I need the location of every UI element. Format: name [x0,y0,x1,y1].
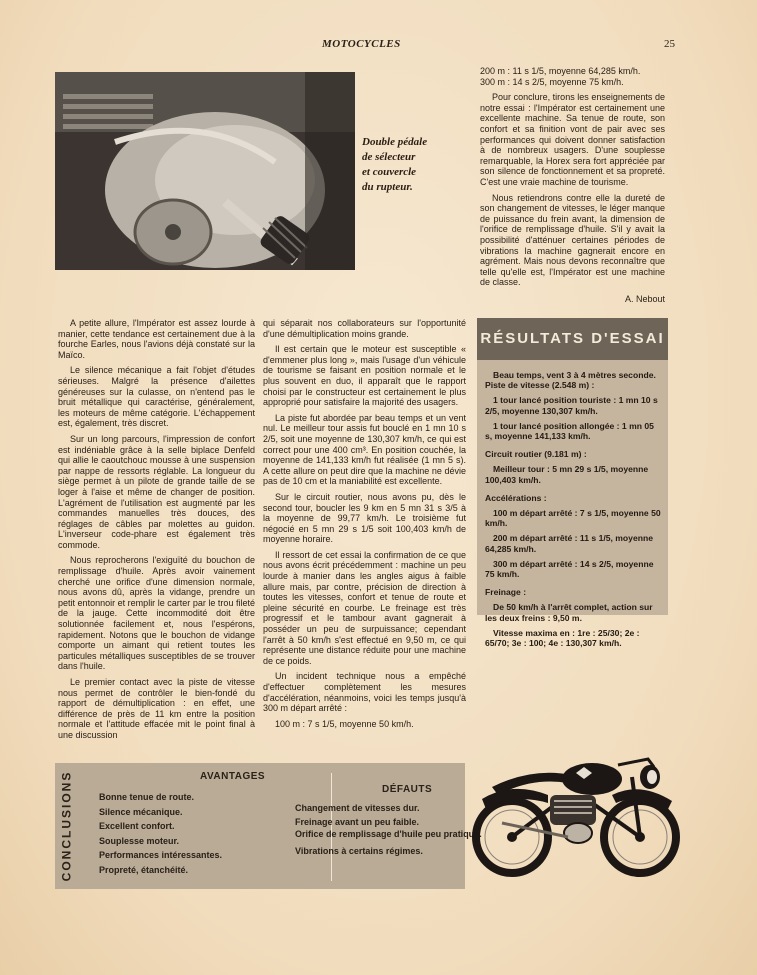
paragraph: Le silence mécanique a fait l'objet d'études sérieuses. Malgré la présence d'ailettes généreuses sur la culasse, on n'entend pas le bruit métallique qui caractérise, généralement, les moteurs de même catégorie. L'échappement est, également, très discret. [58,365,255,429]
caption-line: et couvercle [362,166,417,178]
paragraph: qui séparait nos collaborateurs sur l'opportunité d'une démultiplication moins grande. [263,318,466,339]
page-number: 25 [664,38,675,50]
result-item: 300 m départ arrêté : 14 s 2/5, moyenne 75 km/h. [485,558,654,580]
paragraph: Le premier contact avec la piste de vitesse nous permet de contrôler le bien-fondé du rapport de démultiplication : en effet, une différence de près de 11 km entre la position normale et l'attitude effacée mit le point final à une discussion [58,677,255,740]
result-section-label: Accélérations : [485,492,547,503]
paragraph: A petite allure, l'Impérator est assez lourde à manier, cette tendance est certainement due à la fourche Earles, nous l'avions déjà constaté sur la Maïco. [58,318,255,360]
defect-item: Orifice de remplissage d'huile peu pratique. [295,829,482,839]
results-body [477,360,668,648]
result-item: 1 tour lancé position allongée : 1 mn 05 s, moyenne 141,133 km/h. [485,420,654,442]
photo-caption [362,135,462,195]
motorcycle-illustration [472,737,684,887]
caption-line: Double pédale [362,136,428,148]
result-item: Beau temps, vent 3 à 4 mètres seconde. Piste de vitesse (2.548 m) : [485,370,656,391]
article-column-middle [263,318,466,734]
defect-item: Vibrations à certains régimes. [295,846,423,856]
advantage-item: Bonne tenue de route. [99,792,195,802]
result-line: 200 m : 11 s 1/5, moyenne 64,285 km/h. [480,66,641,76]
paragraph: Un incident technique nous a empêché d'effectuer complètement les mesures d'accélération, néanmoins, voici les temps jusqu'à 300 m départ arrêté : [263,671,466,714]
result-section-label: Freinage : [485,587,527,598]
result-line: 100 m : 7 s 1/5, moyenne 50 km/h. [275,718,414,729]
advantages-list [99,790,222,877]
conclusions-label-wrap [55,763,77,889]
result-item: Meilleur tour : 5 mn 29 s 1/5, moyenne 100,403 km/h. [485,464,649,485]
result-item: Vitesse maxima en : 1re : 25/30; 2e : 65/70; 3e : 100; 4e : 130,307 km/h. [485,627,640,649]
advantage-item: Performances intéressantes. [99,850,223,860]
article-column-left [58,318,255,746]
paragraph: Nous reprocherons l'exiguïté du bouchon de remplissage d'huile. Après avoir vainement cherché une orifice d'une dimension normale, nous avons dû, après la vidange, prendre un petit entonnoir et remplir le carter par le trou fileté de la jauge. Cette incommodité doit être solutionnée facilement et, nous l'espérons, rapidement. Notons que le bouchon de vidange comporte un aimant qui retient toutes les particules métalliques susceptibles de se trouver dans l'huile. [58,555,255,672]
paragraph: Nous retiendrons contre elle la dureté de son changement de vitesses, le léger manque de puissance du frein avant, la dimension de l'orifice de remplissage d'huile. S'il y avait la possibilité d'atténuer certaines périodes de vibrations la machine gagnerait encore en agrément. Mais nous devons reconnaître que telle qu'elle est, l'Impérator est une machine de classe. [480,192,665,288]
paragraph: La piste fut abordée par beau temps et un vent nul. Le meilleur tour assis fut bouclé en 1 mn 10 s 2/5, soit une moyenne de 130,307 km/h, ce qui est correct pour une 400 cm³. En position couchée, la moyenne de 141,133 km/h fut réalisée (1 mn 5 s). A cette allure on peut dire que la machine ne dévie pas de 10 cm et la maniabilité est excellente. [263,412,466,487]
article-column-top-right [480,66,665,304]
engine-photo [55,72,355,270]
result-item: 200 m départ arrêté : 11 s 1/5, moyenne 64,285 km/h. [485,533,654,554]
result-section-label: Circuit routier (9.181 m) : [485,449,587,460]
paragraph: Pour conclure, tirons les enseignements de notre essai : l'Impérator est certainement une excellente machine. Sa tenue de route, son confort et sa finition vont de pair avec ses performances qui doivent donner satisfaction à de nombreux usagers. D'une souplesse remarquable, la Horex sera fort appréciée par son silence de fonctionnement et sa propreté. C'est une vraie machine de tourisme. [480,92,665,187]
results-box [477,318,668,649]
defects-title: DÉFAUTS [382,784,433,795]
author-signature: A. Nebout [624,293,665,304]
result-line: 300 m : 14 s 2/5, moyenne 75 km/h. [480,76,624,87]
advantages-title: AVANTAGES [200,771,266,782]
conclusions-label: CONCLUSIONS [59,770,74,882]
paragraph: Il ressort de cet essai la confirmation de ce que nous avons écrit précédemment : machine un peu lourde à manier dans les angles aigus à faible allure mais, par contre, précision de direction à toutes les vitesses, confort et tenue de route et pleine sécurité en courbe. Le freinage est très progressif et le tambour avant gagnerait à posséder un peu de surpuissance; cependant l'arrêt à 50 km/h s'est effectué en 9,50 m, ce qui représente une distance réduite pour une machine de ce poids. [263,549,466,666]
advantage-item: Propreté, étanchéité. [99,864,189,875]
result-item: 1 tour lancé position touriste : 1 mn 10 s 2/5, moyenne 130,307 km/h. [485,395,658,416]
running-header: MOTOCYCLES [322,38,401,50]
caption-line: du rupteur. [362,181,413,193]
conclusions-box [55,763,482,889]
results-title: RÉSULTATS D'ESSAI [477,318,668,360]
paragraph: Sur le circuit routier, nous avons pu, dès le second tour, boucler les 9 km en 5 mn 31 s 3/5 à la moyenne de 99,77 km/h. Le troisième fut négocié en 5 mn 29 s 1/5 soit 100,403 km/h de moyenne horaire. [263,491,466,545]
advantage-item: Silence mécanique. [99,806,183,817]
defect-item: Changement de vitesses dur. [295,803,420,813]
advantage-item: Souplesse moteur. [99,835,180,846]
caption-line: de sélecteur [362,151,416,163]
result-item: 100 m départ arrêté : 7 s 1/5, moyenne 50 km/h. [485,508,661,529]
result-item: De 50 km/h à l'arrêt complet, action sur les deux freins : 9,50 m. [485,602,653,623]
paragraph: Sur un long parcours, l'impression de confort est indéniable grâce à la selle biplace Denfeld qui allie le caoutchouc mousse à une suspension par nappe de ressorts réglable. La longueur du siège permet à un pilote de grande taille de se loger à l'aise et même de changer de position. L'agrément de l'utilisation est augmenté par les commandes manuelles très douces, des réglages de câbles par molettes au guidon. L'inverseur code-phare est également très commode. [58,433,255,550]
paragraph: Il est certain que le moteur est susceptible « d'emmener plus long », mais l'usage d'un véhicule de tourisme se faisant en position normale et le plus souvent en duo, il apparaît que le rapport choisi par le constructeur est certainement le plus approprié pour satisfaire la majorité des usagers. [263,344,466,408]
defect-item: Freinage avant un peu faible. [295,817,420,827]
advantage-item: Excellent confort. [99,821,175,831]
